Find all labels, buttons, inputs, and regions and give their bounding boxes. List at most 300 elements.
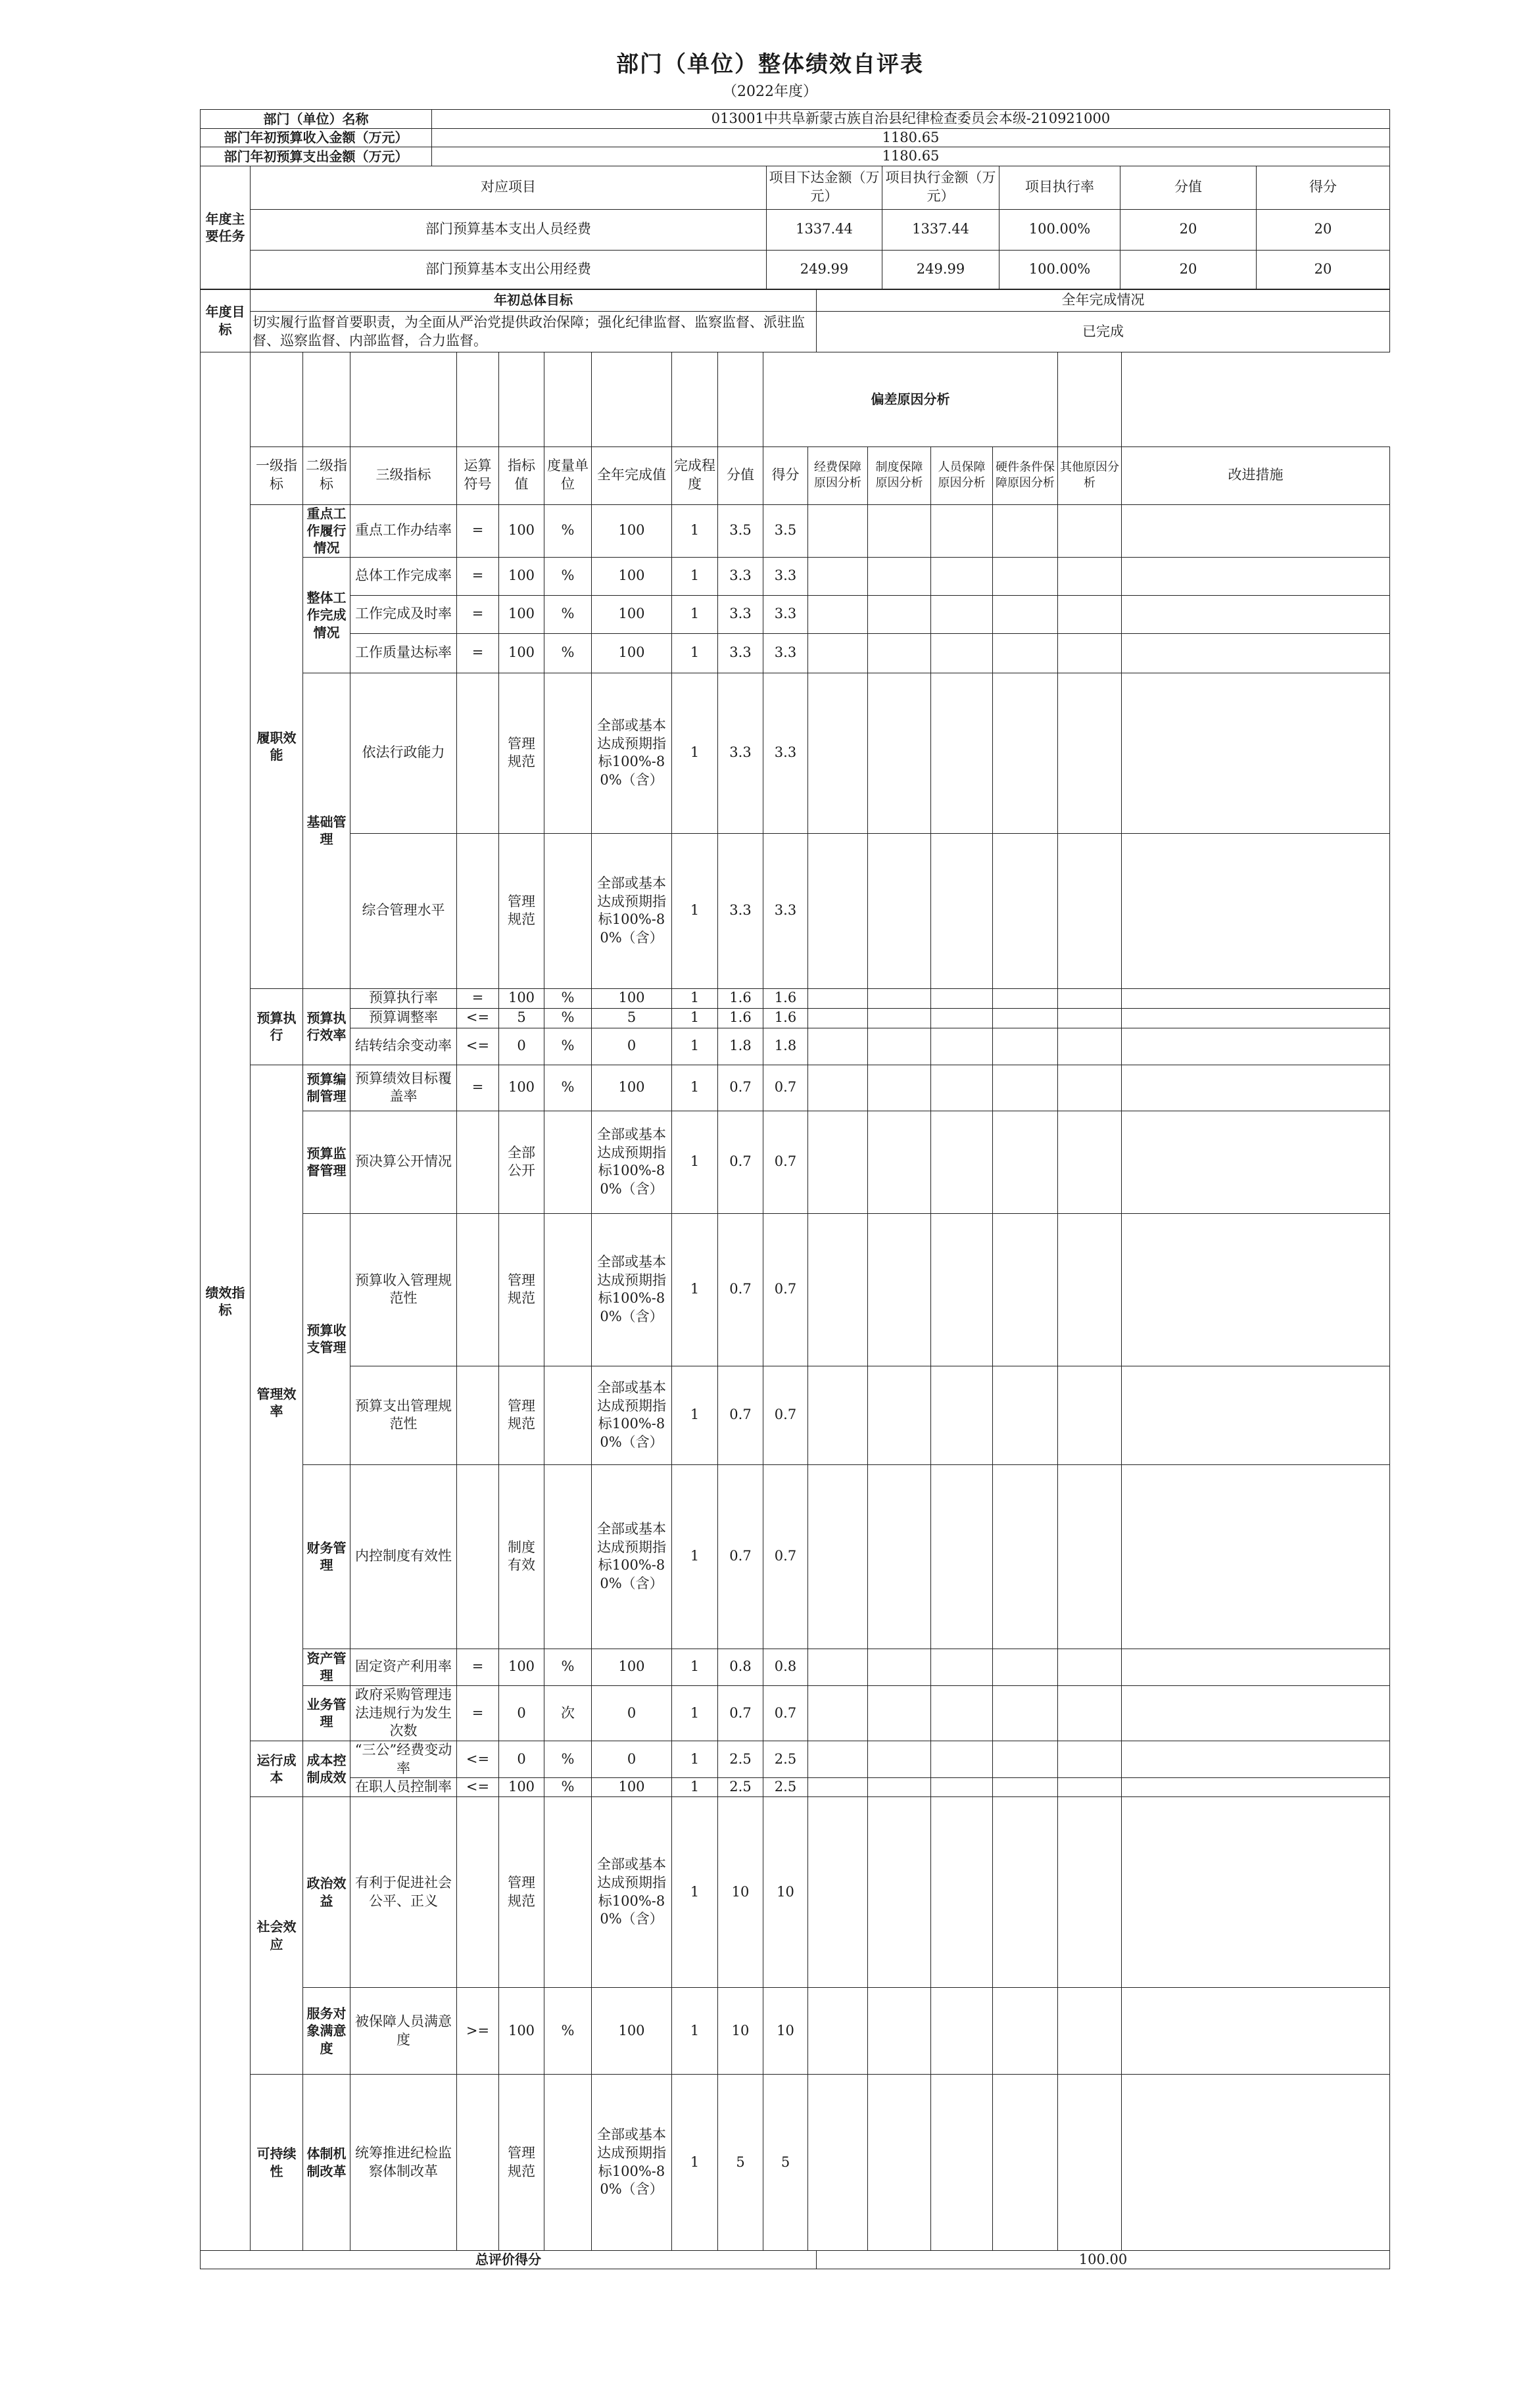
actual-value-cell: 全部或基本达成预期指标100%-80%（含） — [592, 1797, 672, 1988]
analysis-cell — [808, 1741, 868, 1777]
level1-indicator: 运行成本 — [251, 1741, 303, 1796]
score-cell: 0.8 — [718, 1649, 763, 1685]
analysis-cell — [1058, 2075, 1122, 2251]
table-row — [201, 2075, 1390, 2251]
self-evaluation-sheet — [200, 109, 1390, 2269]
perf-column-header: 制度保障原因分析 — [868, 446, 931, 504]
unit-cell: % — [544, 1741, 592, 1777]
analysis-cell — [993, 595, 1058, 633]
unit-cell: 次 — [544, 1685, 592, 1741]
completion-degree-cell: 1 — [672, 1649, 718, 1685]
analysis-cell — [931, 633, 993, 673]
perf-header-gap — [303, 352, 350, 446]
analysis-cell — [931, 1464, 993, 1649]
target-value-cell: 管理规范 — [499, 1797, 544, 1988]
analysis-cell — [1122, 2075, 1390, 2251]
analysis-cell — [1058, 833, 1122, 988]
level3-indicator: 固定资产利用率 — [350, 1649, 457, 1685]
document-title: 部门（单位）整体绩效自评表 — [616, 51, 924, 78]
level2-indicator: 业务管理 — [303, 1685, 350, 1741]
unit-cell: % — [544, 595, 592, 633]
analysis-cell — [993, 1065, 1058, 1111]
operator-cell: <= — [457, 1741, 499, 1777]
unit-cell: % — [544, 1065, 592, 1111]
got-score-cell: 1.8 — [763, 1028, 808, 1065]
level2-indicator: 成本控制成效 — [303, 1741, 350, 1796]
operator-cell: >= — [457, 1988, 499, 2075]
expense-label: 部门年初预算支出金额（万元） — [201, 147, 432, 166]
analysis-cell — [1058, 1778, 1122, 1797]
analysis-cell — [931, 673, 993, 833]
analysis-cell — [931, 1065, 993, 1111]
table-row — [201, 633, 1390, 673]
score-cell: 3.3 — [718, 595, 763, 633]
analysis-cell — [993, 1028, 1058, 1065]
unit-cell: % — [544, 504, 592, 557]
score-cell: 2.5 — [718, 1778, 763, 1797]
analysis-cell — [1122, 1111, 1390, 1213]
completion-degree-cell: 1 — [672, 2075, 718, 2251]
analysis-cell — [868, 595, 931, 633]
tasks-header-score: 分值 — [1120, 166, 1257, 209]
actual-value-cell: 5 — [592, 1008, 672, 1028]
perf-header-gap — [251, 352, 303, 446]
completion-degree-cell: 1 — [672, 1685, 718, 1741]
unit-cell — [544, 833, 592, 988]
completion-degree-cell: 1 — [672, 673, 718, 833]
operator-cell — [457, 1366, 499, 1464]
analysis-cell — [868, 1741, 931, 1777]
score-cell: 5 — [718, 2075, 763, 2251]
actual-value-cell: 100 — [592, 1065, 672, 1111]
analysis-cell — [993, 988, 1058, 1008]
analysis-cell — [808, 1366, 868, 1464]
perf-header-gap — [350, 352, 457, 446]
analysis-cell — [931, 1778, 993, 1797]
task-score: 20 — [1120, 250, 1257, 289]
target-value-cell: 100 — [499, 557, 544, 595]
unit-cell: % — [544, 633, 592, 673]
level3-indicator: 总体工作完成率 — [350, 557, 457, 595]
target-value-cell: 管理规范 — [499, 1213, 544, 1366]
perf-column-header: 一级指标 — [251, 446, 303, 504]
analysis-cell — [808, 1028, 868, 1065]
level3-indicator: 预决算公开情况 — [350, 1111, 457, 1213]
analysis-cell — [808, 833, 868, 988]
got-score-cell: 3.3 — [763, 633, 808, 673]
analysis-cell — [931, 1028, 993, 1065]
analysis-cell — [808, 557, 868, 595]
task-name: 部门预算基本支出人员经费 — [251, 209, 767, 250]
perf-header-gap — [592, 352, 672, 446]
got-score-cell: 0.7 — [763, 1464, 808, 1649]
level1-indicator: 社会效应 — [251, 1797, 303, 2075]
analysis-cell — [868, 2075, 931, 2251]
total-score-table — [200, 2250, 1390, 2270]
operator-cell — [457, 1797, 499, 1988]
analysis-cell — [1122, 1988, 1390, 2075]
actual-value-cell: 全部或基本达成预期指标100%-80%（含） — [592, 1111, 672, 1213]
dept-name-value: 013001中共阜新蒙古族自治县纪律检查委员会本级-210921000 — [432, 110, 1390, 129]
analysis-cell — [1122, 1366, 1390, 1464]
got-score-cell: 0.7 — [763, 1213, 808, 1366]
level3-indicator: 被保障人员满意度 — [350, 1988, 457, 2075]
score-cell: 0.7 — [718, 1213, 763, 1366]
analysis-cell — [931, 833, 993, 988]
analysis-cell — [993, 1366, 1058, 1464]
target-value-cell: 100 — [499, 1778, 544, 1797]
target-value-cell: 全部公开 — [499, 1111, 544, 1213]
complete-status-header: 全年完成情况 — [817, 289, 1390, 312]
analysis-cell — [993, 1213, 1058, 1366]
operator-cell: = — [457, 595, 499, 633]
table-row — [201, 1008, 1390, 1028]
got-score-cell: 3.5 — [763, 504, 808, 557]
analysis-cell — [1122, 557, 1390, 595]
score-cell: 0.7 — [718, 1065, 763, 1111]
annual-goals-table — [200, 289, 1390, 352]
analysis-cell — [1058, 557, 1122, 595]
got-score-cell: 2.5 — [763, 1741, 808, 1777]
actual-value-cell: 全部或基本达成预期指标100%-80%（含） — [592, 1464, 672, 1649]
score-cell: 0.7 — [718, 1464, 763, 1649]
table-row — [201, 250, 1390, 289]
analysis-cell — [931, 988, 993, 1008]
unit-cell — [544, 673, 592, 833]
analysis-cell — [1058, 1649, 1122, 1685]
operator-cell — [457, 1213, 499, 1366]
total-score-label: 总评价得分 — [201, 2250, 817, 2269]
table-row — [201, 1685, 1390, 1741]
expense-value: 1180.65 — [432, 147, 1390, 166]
score-cell: 10 — [718, 1797, 763, 1988]
actual-value-cell: 100 — [592, 988, 672, 1008]
got-score-cell: 10 — [763, 1988, 808, 2075]
analysis-cell — [808, 1649, 868, 1685]
completion-degree-cell: 1 — [672, 1988, 718, 2075]
analysis-cell — [808, 1111, 868, 1213]
level2-indicator: 服务对象满意度 — [303, 1988, 350, 2075]
score-cell: 3.5 — [718, 504, 763, 557]
analysis-cell — [808, 1988, 868, 2075]
unit-cell: % — [544, 1778, 592, 1797]
operator-cell: = — [457, 1065, 499, 1111]
level2-indicator: 预算编制管理 — [303, 1065, 350, 1111]
annual-tasks-label: 年度主要任务 — [201, 166, 251, 289]
analysis-cell — [1122, 988, 1390, 1008]
perf-column-header: 其他原因分析 — [1058, 446, 1122, 504]
task-got: 20 — [1257, 250, 1390, 289]
unit-cell: % — [544, 557, 592, 595]
score-cell: 10 — [718, 1988, 763, 2075]
analysis-cell — [808, 504, 868, 557]
income-value: 1180.65 — [432, 128, 1390, 147]
analysis-cell — [868, 1111, 931, 1213]
table-row — [201, 833, 1390, 988]
task-issued: 249.99 — [767, 250, 882, 289]
completion-degree-cell: 1 — [672, 504, 718, 557]
table-row — [201, 673, 1390, 833]
analysis-cell — [1058, 1065, 1122, 1111]
unit-cell — [544, 1111, 592, 1213]
task-issued: 1337.44 — [767, 209, 882, 250]
analysis-cell — [993, 1649, 1058, 1685]
analysis-cell — [808, 673, 868, 833]
completion-degree-cell: 1 — [672, 988, 718, 1008]
target-value-cell: 0 — [499, 1741, 544, 1777]
level3-indicator: 预算绩效目标覆盖率 — [350, 1065, 457, 1111]
target-value-cell: 0 — [499, 1028, 544, 1065]
operator-cell: <= — [457, 1008, 499, 1028]
level2-indicator: 预算执行效率 — [303, 988, 350, 1065]
table-row — [201, 1065, 1390, 1111]
completion-degree-cell: 1 — [672, 1464, 718, 1649]
analysis-cell — [993, 557, 1058, 595]
target-value-cell: 100 — [499, 1988, 544, 2075]
unit-cell: % — [544, 1008, 592, 1028]
perf-column-header: 完成程度 — [672, 446, 718, 504]
analysis-cell — [868, 1797, 931, 1988]
level2-indicator: 财务管理 — [303, 1464, 350, 1649]
score-cell: 3.3 — [718, 557, 763, 595]
score-cell: 3.3 — [718, 833, 763, 988]
table-row — [201, 1213, 1390, 1366]
target-value-cell: 100 — [499, 988, 544, 1008]
analysis-cell — [868, 1778, 931, 1797]
analysis-cell — [931, 1366, 993, 1464]
level3-indicator: 工作完成及时率 — [350, 595, 457, 633]
perf-column-header: 硬件条件保障原因分析 — [993, 446, 1058, 504]
target-value-cell: 管理规范 — [499, 1366, 544, 1464]
analysis-cell — [1122, 1008, 1390, 1028]
target-value-cell: 5 — [499, 1008, 544, 1028]
target-value-cell: 100 — [499, 1065, 544, 1111]
level3-indicator: 预算执行率 — [350, 988, 457, 1008]
analysis-cell — [868, 1008, 931, 1028]
analysis-cell — [993, 833, 1058, 988]
perf-column-header: 人员保障原因分析 — [931, 446, 993, 504]
got-score-cell: 0.7 — [763, 1065, 808, 1111]
got-score-cell: 0.7 — [763, 1685, 808, 1741]
got-score-cell: 3.3 — [763, 557, 808, 595]
got-score-cell: 5 — [763, 2075, 808, 2251]
table-row — [201, 1464, 1390, 1649]
analysis-cell — [931, 1797, 993, 1988]
analysis-cell — [1058, 633, 1122, 673]
actual-value-cell: 0 — [592, 1685, 672, 1741]
task-executed: 249.99 — [882, 250, 999, 289]
table-row — [201, 1741, 1390, 1777]
analysis-cell — [1058, 988, 1122, 1008]
analysis-cell — [1122, 833, 1390, 988]
deviation-analysis-header: 偏差原因分析 — [763, 352, 1058, 446]
analysis-cell — [808, 595, 868, 633]
level3-indicator: 有利于促进社会公平、正义 — [350, 1797, 457, 1988]
analysis-cell — [1058, 673, 1122, 833]
operator-cell — [457, 1111, 499, 1213]
level3-indicator: 统筹推进纪检监察体制改革 — [350, 2075, 457, 2251]
analysis-cell — [868, 1464, 931, 1649]
table-row — [201, 209, 1390, 250]
perf-header-gap — [718, 352, 763, 446]
tasks-header-issued: 项目下达金额（万元） — [767, 166, 882, 209]
analysis-cell — [1058, 1008, 1122, 1028]
score-cell: 2.5 — [718, 1741, 763, 1777]
analysis-cell — [931, 1649, 993, 1685]
actual-value-cell: 100 — [592, 633, 672, 673]
analysis-cell — [868, 1213, 931, 1366]
unit-cell — [544, 1366, 592, 1464]
unit-cell — [544, 1464, 592, 1649]
completion-degree-cell: 1 — [672, 1366, 718, 1464]
performance-indicators-table — [200, 352, 1390, 2251]
perf-header-gap — [457, 352, 499, 446]
task-rate: 100.00% — [999, 209, 1120, 250]
completion-degree-cell: 1 — [672, 557, 718, 595]
level3-indicator: 内控制度有效性 — [350, 1464, 457, 1649]
table-row — [201, 1028, 1390, 1065]
operator-cell — [457, 833, 499, 988]
unit-cell — [544, 1797, 592, 1988]
analysis-cell — [1122, 1464, 1390, 1649]
level2-indicator: 政治效益 — [303, 1797, 350, 1988]
analysis-cell — [1058, 1028, 1122, 1065]
operator-cell: = — [457, 1685, 499, 1741]
got-score-cell: 0.8 — [763, 1649, 808, 1685]
analysis-cell — [868, 1028, 931, 1065]
analysis-cell — [868, 1366, 931, 1464]
completion-degree-cell: 1 — [672, 1028, 718, 1065]
level3-indicator: 重点工作办结率 — [350, 504, 457, 557]
actual-value-cell: 100 — [592, 557, 672, 595]
analysis-cell — [1058, 1685, 1122, 1741]
score-cell: 3.3 — [718, 633, 763, 673]
analysis-cell — [868, 504, 931, 557]
actual-value-cell: 0 — [592, 1741, 672, 1777]
target-value-cell: 100 — [499, 595, 544, 633]
got-score-cell: 10 — [763, 1797, 808, 1988]
perf-column-header: 指标值 — [499, 446, 544, 504]
initial-goal-text: 切实履行监督首要职责，为全面从严治党提供政治保障；强化纪律监督、监察监督、派驻监督、巡察监督、内部监督，合力监督。 — [251, 312, 817, 352]
unit-cell — [544, 1213, 592, 1366]
table-row — [201, 988, 1390, 1008]
performance-section-label: 绩效指标 — [201, 352, 251, 2250]
got-score-cell: 0.7 — [763, 1111, 808, 1213]
target-value-cell: 管理规范 — [499, 2075, 544, 2251]
analysis-cell — [993, 504, 1058, 557]
analysis-cell — [808, 2075, 868, 2251]
target-value-cell: 100 — [499, 1649, 544, 1685]
level3-indicator: 在职人员控制率 — [350, 1778, 457, 1797]
analysis-cell — [1122, 1213, 1390, 1366]
analysis-cell — [931, 595, 993, 633]
operator-cell — [457, 1464, 499, 1649]
task-got: 20 — [1257, 209, 1390, 250]
table-row — [201, 504, 1390, 557]
actual-value-cell: 全部或基本达成预期指标100%-80%（含） — [592, 833, 672, 988]
table-row — [201, 1988, 1390, 2075]
perf-column-header: 全年完成值 — [592, 446, 672, 504]
got-score-cell: 2.5 — [763, 1778, 808, 1797]
got-score-cell: 0.7 — [763, 1366, 808, 1464]
basic-info-table — [200, 109, 1390, 166]
actual-value-cell: 100 — [592, 1649, 672, 1685]
tasks-header-rate: 项目执行率 — [999, 166, 1120, 209]
operator-cell: = — [457, 557, 499, 595]
score-cell: 1.8 — [718, 1028, 763, 1065]
actual-value-cell: 100 — [592, 1778, 672, 1797]
completion-degree-cell: 1 — [672, 1111, 718, 1213]
level2-indicator: 基础管理 — [303, 673, 350, 988]
task-rate: 100.00% — [999, 250, 1120, 289]
analysis-cell — [1122, 1797, 1390, 1988]
got-score-cell: 3.3 — [763, 595, 808, 633]
unit-cell — [544, 2075, 592, 2251]
perf-header-gap — [1058, 352, 1122, 446]
analysis-cell — [808, 1797, 868, 1988]
perf-column-header: 改进措施 — [1122, 446, 1390, 504]
operator-cell: <= — [457, 1028, 499, 1065]
analysis-cell — [931, 1111, 993, 1213]
score-cell: 1.6 — [718, 1008, 763, 1028]
perf-column-header: 三级指标 — [350, 446, 457, 504]
annual-tasks-table — [200, 166, 1390, 290]
score-cell: 0.7 — [718, 1366, 763, 1464]
operator-cell — [457, 2075, 499, 2251]
analysis-cell — [1122, 1741, 1390, 1777]
target-value-cell: 0 — [499, 1685, 544, 1741]
analysis-cell — [931, 1685, 993, 1741]
tasks-header-executed: 项目执行金额（万元） — [882, 166, 999, 209]
analysis-cell — [808, 1778, 868, 1797]
level3-indicator: 工作质量达标率 — [350, 633, 457, 673]
level2-indicator: 重点工作履行情况 — [303, 504, 350, 557]
analysis-cell — [1058, 1797, 1122, 1988]
perf-column-header: 二级指标 — [303, 446, 350, 504]
analysis-cell — [808, 1685, 868, 1741]
level1-indicator: 管理效率 — [251, 1065, 303, 1741]
level3-indicator: 预算收入管理规范性 — [350, 1213, 457, 1366]
analysis-cell — [1122, 1649, 1390, 1685]
analysis-cell — [1122, 1778, 1390, 1797]
score-cell: 0.7 — [718, 1111, 763, 1213]
analysis-cell — [868, 833, 931, 988]
analysis-cell — [931, 1213, 993, 1366]
analysis-cell — [868, 673, 931, 833]
table-row — [201, 595, 1390, 633]
analysis-cell — [993, 1797, 1058, 1988]
operator-cell: = — [457, 1649, 499, 1685]
perf-column-header: 运算符号 — [457, 446, 499, 504]
level3-indicator: 预算调整率 — [350, 1008, 457, 1028]
analysis-cell — [868, 633, 931, 673]
actual-value-cell: 全部或基本达成预期指标100%-80%（含） — [592, 673, 672, 833]
actual-value-cell: 100 — [592, 595, 672, 633]
completion-degree-cell: 1 — [672, 633, 718, 673]
table-row — [201, 1778, 1390, 1797]
analysis-cell — [931, 1988, 993, 2075]
level1-indicator: 履职效能 — [251, 504, 303, 988]
analysis-cell — [808, 1464, 868, 1649]
table-row — [201, 1366, 1390, 1464]
level3-indicator: 综合管理水平 — [350, 833, 457, 988]
operator-cell: = — [457, 504, 499, 557]
analysis-cell — [868, 1649, 931, 1685]
analysis-cell — [931, 1741, 993, 1777]
unit-cell: % — [544, 1988, 592, 2075]
analysis-cell — [1058, 595, 1122, 633]
operator-cell: <= — [457, 1778, 499, 1797]
